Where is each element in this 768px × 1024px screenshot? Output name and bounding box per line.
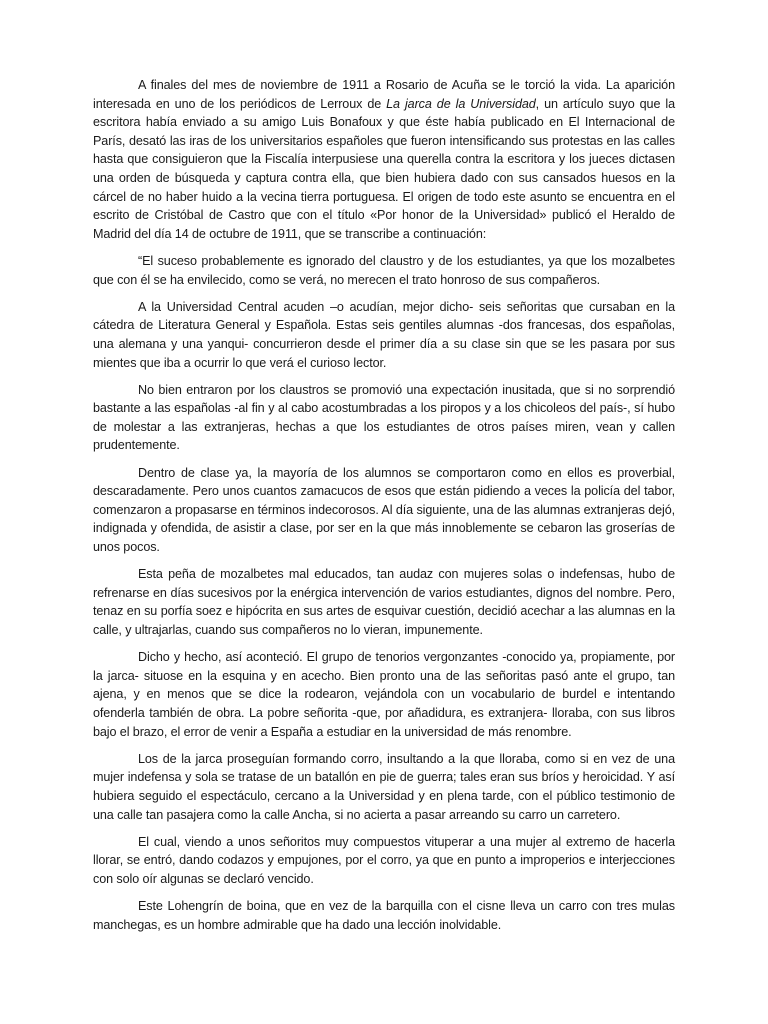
paragraph-corro: Los de la jarca proseguían formando corro, insultando a la que lloraba, como si en vez de una mujer indefensa y sola se tratase de un batallón en pie de guerra; tales eran sus bríos y heroicidad. Y así hubiera seguido el espectáculo, cercano a la Universidad y en plena tarde, con el público testimonio de una calle tan pasajera como la calle Ancha, si no acierta a pasar arreando su carro un carretero. [93,751,675,822]
paragraph-university: A la Universidad Central acuden –o acudían, mejor dicho- seis señoritas que cursaban en la cátedra de Literatura General y Española. Estas seis gentiles alumnas -dos francesas, dos españolas, una alemana y una yanqui- concurrieron desde el primer día a su clase sin que se les pasara por sus mientes que iba a ocurrir lo que verá el curioso lector. [93,299,675,370]
paragraph-lohengrin: Este Lohengrín de boina, que en vez de la barquilla con el cisne lleva un carro con tres mulas manchegas, es un hombre admirable que ha dado una lección inolvidable. [93,899,675,932]
paragraph-ambush: Dicho y hecho, así aconteció. El grupo de tenorios vergonzantes -conocido ya, propiamente, por la jarca- situose en la esquina y en acecho. Bien pronto una de las señoritas pasó ante el grupo, tan ajena, y en menos que se dice la rodearon, vejándola con un vocabulario de burdel e intentando ofenderla también de obra. La pobre señorita -que, por añadidura, es extranjera- lloraba, con sus libros bajo el brazo, el error de venir a España a estudiar en la universidad de más renombre. [93,650,675,739]
paragraph-expectation: No bien entraron por los claustros se promovió una expectación inusitada, que si no sorprendió bastante a las españolas -al fin y al cabo acostumbradas a los piropos y a los chicoleos del país-, sí hubo de molestar a las extranjeras, hechas a que los estudiantes de otros países miren, vean y callen prudentemente. [93,382,675,453]
newspaper-title: La jarca de la Universidad [386,96,536,111]
paragraph-classroom: Dentro de clase ya, la mayoría de los alumnos se comportaron como en ellos es proverbial, descaradamente. Pero unos cuantos zamacucos de esos que están pidiendo a veces la policía del tabor, comenzaron a propasarse en términos indecorosos. Al día siguiente, una de las alumnas extranjeras dejó, indignada y ofendida, de asistir a clase, por ser en la que más innoblemente se cebaron las groserías de unos pocos. [93,465,675,555]
document-page [93,76,675,943]
paragraph-mozalbetes: Esta peña de mozalbetes mal educados, tan audaz con mujeres solas o indefensas, hubo de refrenarse en días sucesivos por la enérgica intervención de varios estudiantes, dignos del nombre. Pero, tenaz en su porfía soez e hipócrita en sus artes de esquivar cuestión, decidió acechar a las alumnas en la calle, y ultrajarlas, cuando sus compañeros no lo vieran, impunemente. [93,567,675,637]
paragraph-intro-text-start: A finales del mes de noviembre de 1911 a Rosario de Acuña se le torció la vida. La aparición interesada en uno de los periódicos de Lerroux de [93,78,675,111]
paragraph-carretero: El cual, viendo a unos señoritos muy compuestos vituperar a una mujer al extremo de hacerla llorar, se entró, dando codazos y empujones, por el corro, ya que en punto a improperios e interjecciones con solo oír algunas se declaró vencido. [93,834,675,886]
paragraph-quote-start: “El suceso probablemente es ignorado del claustro y de los estudiantes, ya que los mozalbetes que con él se ha envilecido, como se verá, no merecen el trato honroso de sus compañeros. [93,253,675,287]
paragraph-intro-text-end: , un artículo suyo que la escritora había enviado a su amigo Luis Bonafoux y que éste había publicado en El Internacional de París, desató las iras de los universitarios españoles que fueron intensificando sus protestas en las calles hasta que consiguieron que la Fiscalía interpusiese una querella contra la escritora y los jueces dictasen una orden de búsqueda y captura contra ella, que bien hubiera dado con sus cansados huesos en la cárcel de no haber huido a la vecina tierra portuguesa. El origen de todo este asunto se encuentra en el escrito de Cristóbal de Castro que con el título «Por honor de la Universidad» publicó el Heraldo de Madrid del día 14 de octubre de 1911, que se transcribe a continuación: [93,96,675,241]
paragraph-intro [93,76,675,243]
